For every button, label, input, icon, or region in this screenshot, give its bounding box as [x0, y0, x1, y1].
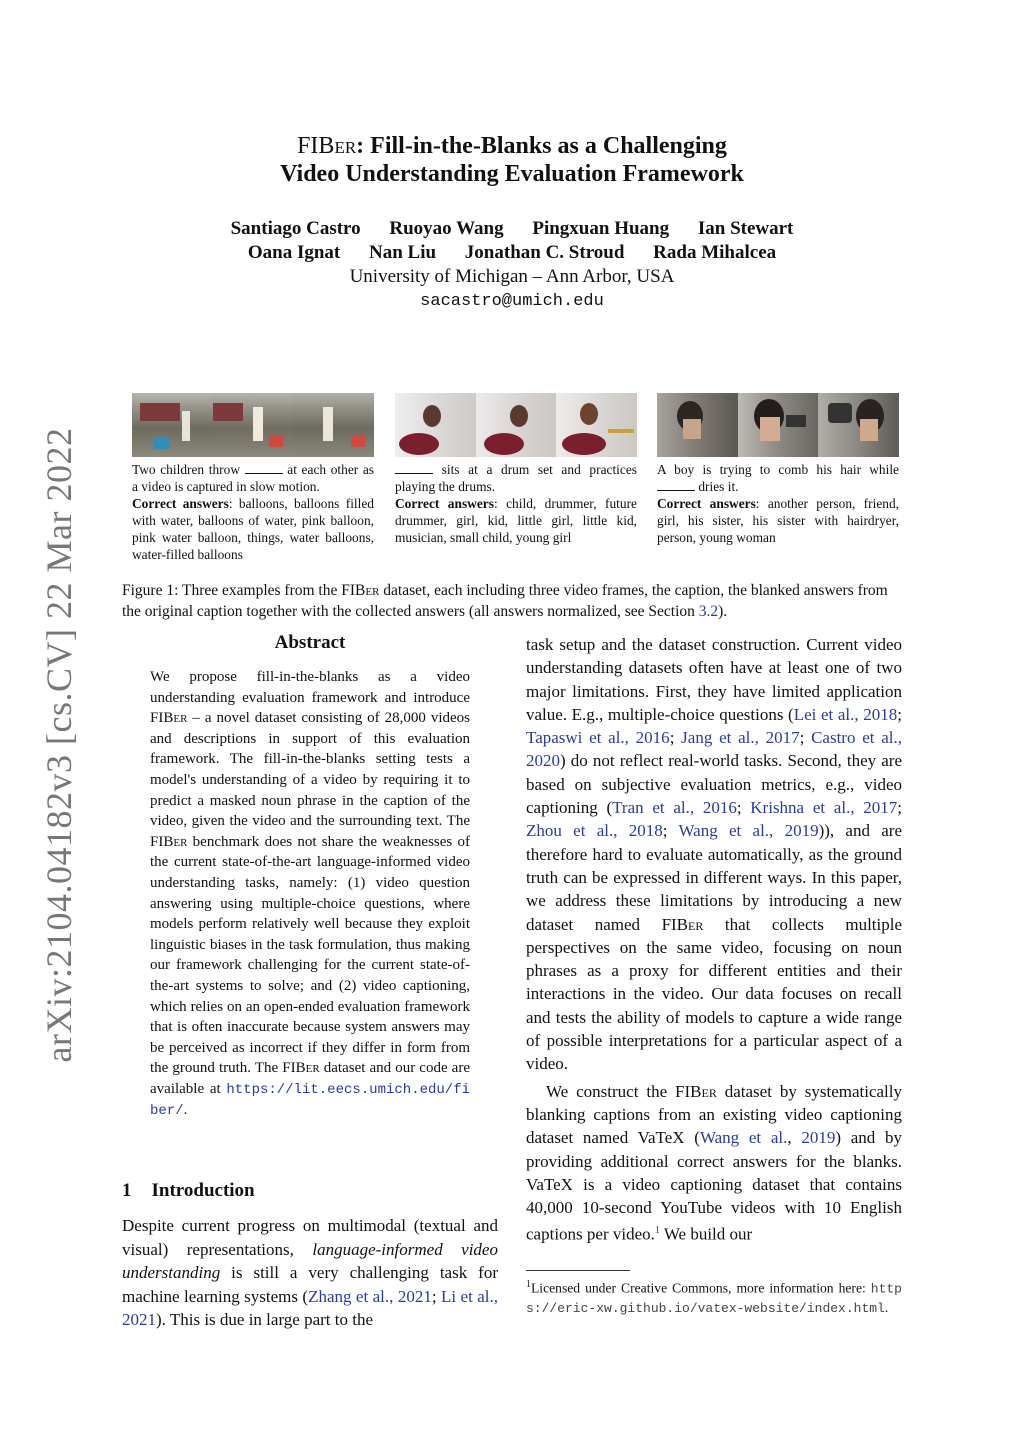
video-frames: [395, 393, 637, 457]
arxiv-stamp: arXiv:2104.04182v3 [cs.CV] 22 Mar 2022: [39, 427, 79, 1063]
authors-row-1: [0, 218, 1024, 240]
example-caption: A boy is trying to comb his hair while dries it. Correct answers: another person, friend, girl, his sister, his sister with hairdryer, person, young woman: [657, 462, 899, 545]
abstract-text: .: [183, 1102, 188, 1119]
author: Rada Mihalcea: [653, 242, 777, 263]
intro-text: ). This is due in large part to the: [156, 1310, 374, 1330]
video-frame-image: [476, 393, 557, 457]
video-frame-image: [132, 393, 213, 457]
citation-link[interactable]: Jang et al., 2017: [681, 728, 800, 748]
video-frame-image: [738, 393, 819, 457]
figure-caption-text: dataset, each including three video frames, the caption, the blanked answers from the original caption together with the collected answers (all answers normalized, see Section: [122, 582, 888, 620]
footnote-mark: 1: [526, 1279, 531, 1290]
body-text: We construct the: [546, 1081, 676, 1101]
blank-line: [245, 462, 283, 474]
figure-example-2: [395, 393, 637, 546]
citation-link[interactable]: Wang et al.: [699, 1128, 788, 1148]
author: Ruoyao Wang: [389, 218, 504, 239]
footnote-text: .: [884, 1299, 889, 1315]
video-frame-image: [293, 393, 374, 457]
fiber-name: FIB: [282, 1060, 306, 1077]
paper-title: [0, 132, 1024, 188]
title-fiber-prefix: FIB: [297, 133, 335, 159]
citation-link[interactable]: Tapaswi et al., 2016: [526, 728, 670, 748]
abstract-text: dataset and our code are available at: [150, 1060, 470, 1097]
caption-text: dries it.: [695, 479, 739, 494]
figure-caption-text: Figure 1: Three examples from the: [122, 582, 342, 599]
title-line2: Video Understanding Evaluation Framework: [280, 161, 744, 187]
section-ref-link[interactable]: 3.2: [698, 603, 719, 620]
video-frames: [657, 393, 899, 457]
fiber-name: FIB: [150, 710, 174, 727]
answers-label: Correct answers: [657, 496, 756, 511]
abstract-body: [150, 667, 470, 1122]
answers-label: Correct answers: [395, 496, 494, 511]
caption-text: at each other as a video is captured in slow motion.: [132, 462, 375, 494]
fiber-name-sc: er: [688, 914, 704, 934]
title-line1: : Fill-in-the-Blanks as a Challenging: [356, 133, 727, 159]
fiber-name: FIB: [341, 582, 366, 599]
author: Ian Stewart: [697, 218, 794, 239]
paragraph: We construct the FIBer dataset by systematically blanking captions from an existing video captioning dataset named VaTeX (Wang et al., 2019) and by providing additional correct answers for the blanks. VaTeX is a video captioning dataset that contains 40,000 10-second YouTube videos with 10 English captions per video.$^1$ We build our: [526, 1081, 903, 1245]
intro-text: is still a very challenging task for machine learning systems (: [122, 1263, 498, 1306]
body-text: ) do not reflect real-world tasks. Second, they are based on subjective evaluation metrics, e.g., video captioning (: [526, 751, 902, 818]
author: Pingxuan Huang: [532, 218, 670, 239]
abstract-text: We propose fill-in-the-blanks as a video understanding evaluation framework and introduce: [150, 669, 470, 706]
citation-link[interactable]: Zhang et al., 2021: [308, 1286, 432, 1306]
video-frame-image: [556, 393, 637, 457]
body-text: dataset by systematically blanking captions from an existing video captioning dataset named VaTeX (: [526, 1081, 903, 1148]
answers-list: another person, friend, girl, his sister, his sister with hairdryer, person, young woman: [657, 496, 899, 545]
answers-list: balloons, balloons filled with water, balloons of water, pink balloon, pink water balloon, things, water balloons, water-filled balloons: [132, 496, 374, 562]
answers-list: child, drummer, future drummer, girl, kid, little girl, little kid, musician, small child, young girl: [395, 496, 637, 545]
citation-link[interactable]: Krishna et al., 2017: [750, 798, 898, 818]
fiber-name-sc: er: [173, 710, 188, 727]
fiber-name-sc: er: [305, 1060, 320, 1077]
fiber-name-sc: er: [365, 582, 380, 599]
project-url-link[interactable]: https://lit.eecs.umich.edu/fiber/: [150, 1081, 470, 1120]
fiber-name-sc: er: [173, 833, 188, 850]
abstract-text: benchmark does not share the weaknesses of the current state-of-the-art language-informed video understanding tasks, namely: (1) video question answering using multiple-choice questions, where models perform relatively well because they exploit linguistic biases in the task formulation, thus making our framework challenging for the current state-of-the-art systems to solve; and (2) video captioning, which relies on an open-ended evaluation framework that is often inaccurate because system answers may be perceived as incorrect if they differ in form from the ground truth. The: [150, 833, 470, 1077]
footnote: [526, 1276, 902, 1318]
fiber-name: FIB: [675, 1081, 702, 1101]
intro-text: Despite current progress on multimodal (textual and visual) representations,: [122, 1216, 498, 1259]
figure-example-1: [132, 393, 374, 563]
author: Nan Liu: [368, 242, 437, 263]
citation-link[interactable]: Li et al., 2021: [122, 1286, 499, 1330]
footnote-marker-link[interactable]: 1: [654, 1225, 660, 1237]
footnote-rule: [526, 1270, 630, 1271]
author: Oana Ignat: [247, 242, 341, 263]
body-text: ) and by providing additional correct answers for the blanks. VaTeX is a video captioning dataset that contains 40,000 10-second YouTube videos with 10 English captions per video.: [526, 1128, 902, 1245]
citation-link[interactable]: Wang et al., 2019: [678, 821, 819, 841]
citation-link[interactable]: Zhou et al., 2018: [526, 821, 663, 841]
video-frame-image: [395, 393, 476, 457]
caption-text: Two children throw: [132, 462, 245, 477]
authors-row-2: [0, 242, 1024, 264]
title-fiber-sc: er: [334, 133, 357, 159]
fiber-name: FIB: [150, 833, 174, 850]
figure-caption-text: ).: [718, 603, 728, 620]
caption-text: sits at a drum set and practices playing the drums.: [395, 462, 637, 494]
abstract-text: – a novel dataset consisting of 28,000 videos and descriptions in support of this evaluation framework. The fill-in-the-blanks setting tests a model's understanding of a video by requiring it to predict a masked noun phrase in the caption of the video, given the video and the surrounding text. The: [150, 710, 470, 830]
citation-link[interactable]: Castro et al., 2020: [526, 728, 902, 771]
example-caption: Two children throw at each other as a video is captured in slow motion. Correct answers: balloons, balloons filled with water, balloons of water, pink balloon, pink water balloon, things, water balloons, water-filled balloons: [132, 462, 375, 562]
citation-link[interactable]: 2019: [801, 1128, 836, 1148]
figure-caption: [122, 580, 904, 622]
right-column-body: [526, 633, 902, 1246]
body-text: )), and are therefore hard to evaluate automatically, as the ground truth can be expressed in different ways. In this paper, we address these limitations by introducing a new dataset named: [526, 821, 903, 934]
paragraph: task setup and the dataset construction. Current video understanding datasets often have at least one of two major limitations. First, they have limited application value. E.g., multiple-choice questions (Lei et al., 2018; Tapaswi et al., 2016; Jang et al., 2017; Castro et al., 2020) do not reflect real-world tasks. Second, they are based on subjective evaluation metrics, e.g., video captioning (Tran et al., 2016; Krishna et al., 2017; Zhou et al., 2018; Wang et al., 2019)), and are therefore hard to evaluate automatically, as the ground truth can be expressed in different ways. In this paper, we address these limitations by introducing a new dataset named FIBer that collects multiple perspectives on the same video, focusing on noun phrases as a proxy for different entities and their interactions in the video. Our data focuses on recall and tests the ability of models to capture a wide range of possible interpretations for a particular aspect of a video.: [526, 635, 903, 1074]
section-title: Introduction: [151, 1180, 255, 1201]
abstract-heading: Abstract: [274, 632, 346, 653]
caption-text: A boy is trying to comb his hair while: [657, 462, 899, 477]
section-heading-introduction: [122, 1180, 255, 1202]
affiliation: University of Michigan – Ann Arbor, USA: [349, 266, 675, 287]
figure-example-3: [657, 393, 899, 546]
body-text: task setup and the dataset construction. Current video understanding datasets often have at least one of two major limitations. First, they have limited application value. E.g., multiple-choice questions (: [526, 635, 902, 724]
section-number: 1: [122, 1180, 132, 1201]
email: sacastro@umich.edu: [420, 292, 604, 311]
video-frames: [132, 393, 374, 457]
body-text: We build our: [659, 1225, 753, 1245]
blank-line: [657, 479, 695, 491]
body-text: that collects multiple perspectives on the same video, focusing on noun phrases as a proxy for different entities and their interactions in the video. Our data focuses on recall and tests the ability of models to capture a wide range of possible interpretations for a particular aspect of a video.: [526, 914, 903, 1074]
video-frame-image: [657, 393, 738, 457]
video-frame-image: [213, 393, 294, 457]
citation-link[interactable]: Tran et al., 2016: [612, 798, 737, 818]
footnote-url-link[interactable]: https://eric-xw.github.io/vatex-website/index.html: [526, 1281, 902, 1316]
blank-line: [395, 462, 433, 474]
author: Santiago Castro: [230, 218, 361, 239]
example-caption: sits at a drum set and practices playing the drums. Correct answers: child, drummer, future drummer, girl, kid, little girl, little kid, musician, small child, young girl: [395, 462, 637, 545]
introduction-body: Despite current progress on multimodal (textual and visual) representations, language-informed video understanding is still a very challenging task for machine learning systems (Zhang et al., 2021; Li et al., 2021). This is due in large part to the: [122, 1216, 499, 1330]
intro-emphasis: language-informed video understanding: [122, 1239, 498, 1283]
fiber-name: FIB: [661, 914, 689, 934]
video-frame-image: [818, 393, 899, 457]
fiber-name-sc: er: [701, 1081, 717, 1101]
author: Jonathan C. Stroud: [464, 242, 625, 263]
footnote-text: Licensed under Creative Commons, more information here:: [531, 1280, 871, 1296]
citation-link[interactable]: Lei et al., 2018: [793, 704, 898, 724]
answers-label: Correct answers: [132, 496, 229, 511]
